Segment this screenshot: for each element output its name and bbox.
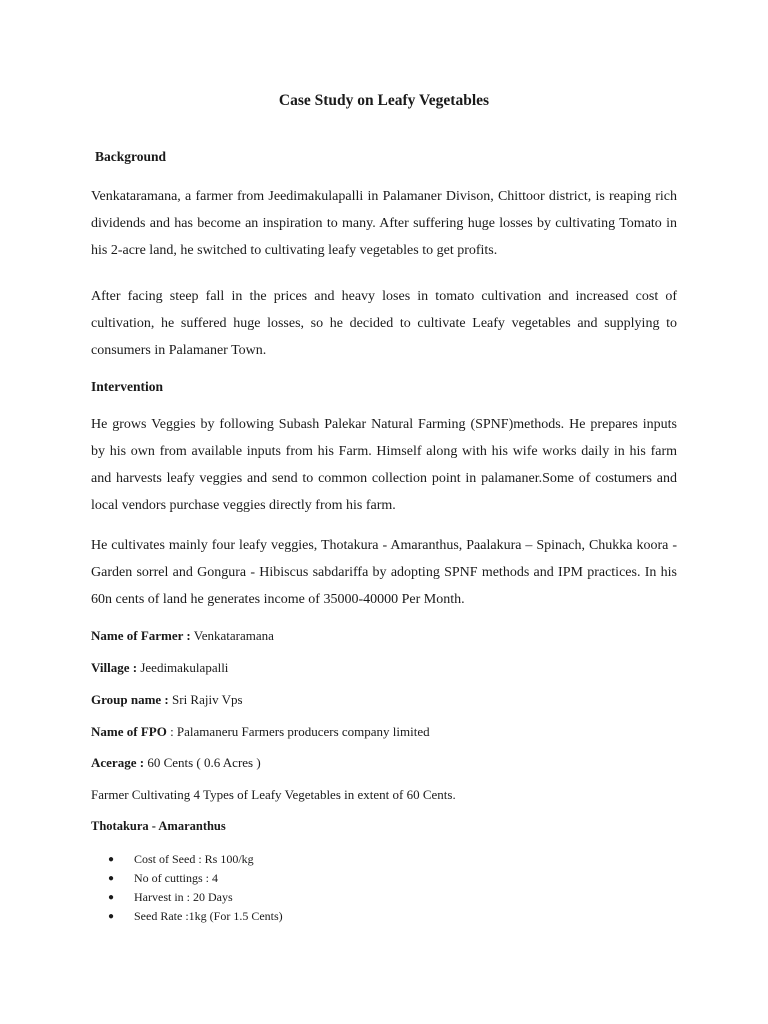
bullet-icon: ●: [108, 873, 115, 884]
list-item: [108, 907, 283, 926]
farmer-name-value: Venkataramana: [190, 628, 274, 643]
list-item-text: Harvest in : 20 Days: [134, 890, 233, 904]
intervention-heading: Intervention: [91, 379, 163, 394]
fpo-value: : Palamaneru Farmers producers company limited: [166, 724, 430, 739]
intervention-paragraph-1: He grows Veggies by following Subash Palekar Natural Farming (SPNF)methods. He prepares inputs by his own from available inputs from his Farm. Himself along with his wife works daily in his farm and harvests leafy veggies and send to common collection point in palamaner.Some of costumers and local vendors purchase veggies directly from his farm.: [91, 417, 677, 513]
village-field: [91, 660, 228, 676]
bullet-icon: ●: [108, 854, 115, 865]
intervention-paragraph-2: He cultivates mainly four leafy veggies, Thotakura - Amaranthus, Paalakura – Spinach, Chukka koora - Garden sorrel and Gongura - Hibiscus sabdariffa by adopting SPNF methods and IPM practices. In his 60n cents of land he generates income of 35000-40000 Per Month.: [91, 538, 677, 607]
crop-details-list: [108, 850, 283, 926]
acerage-value: 60 Cents ( 0.6 Acres ): [144, 755, 261, 770]
bullet-icon: ●: [108, 892, 115, 903]
crop-heading: Thotakura - Amaranthus: [91, 819, 226, 833]
summary-line: Farmer Cultivating 4 Types of Leafy Vegetables in extent of 60 Cents.: [91, 787, 456, 802]
village-label: Village :: [91, 660, 138, 675]
list-item: [108, 850, 283, 869]
fpo-field: [91, 724, 430, 740]
acerage-field: [91, 755, 261, 771]
list-item: [108, 888, 283, 907]
farmer-name-label: Name of Farmer :: [91, 628, 191, 643]
group-name-label: Group name :: [91, 692, 169, 707]
list-item-text: No of cuttings : 4: [134, 871, 218, 885]
acerage-label: Acerage :: [91, 755, 145, 770]
list-item-text: Cost of Seed : Rs 100/kg: [134, 852, 254, 866]
fpo-label: Name of FPO: [91, 724, 167, 739]
bullet-icon: ●: [108, 911, 115, 922]
group-name-value: Sri Rajiv Vps: [168, 692, 243, 707]
list-item: [108, 869, 283, 888]
farmer-name-field: [91, 628, 274, 644]
list-item-text: Seed Rate :1kg (For 1.5 Cents): [134, 909, 283, 923]
group-name-field: [91, 692, 243, 708]
background-heading: Background: [95, 149, 167, 164]
village-value: Jeedimakulapalli: [137, 660, 229, 675]
background-paragraph-2: After facing steep fall in the prices and heavy loses in tomato cultivation and increased cost of cultivation, he suffered huge losses, so he decided to cultivate Leafy vegetables and supplying to consumers in Palamaner Town.: [91, 289, 677, 358]
document-title: Case Study on Leafy Vegetables: [278, 92, 490, 109]
background-paragraph-1: Venkataramana, a farmer from Jeedimakulapalli in Palamaner Divison, Chittoor district, is reaping rich dividends and has become an inspiration to many. After suffering huge losses by cultivating Tomato in his 2-acre land, he switched to cultivating leafy vegetables to get profits.: [91, 189, 677, 258]
